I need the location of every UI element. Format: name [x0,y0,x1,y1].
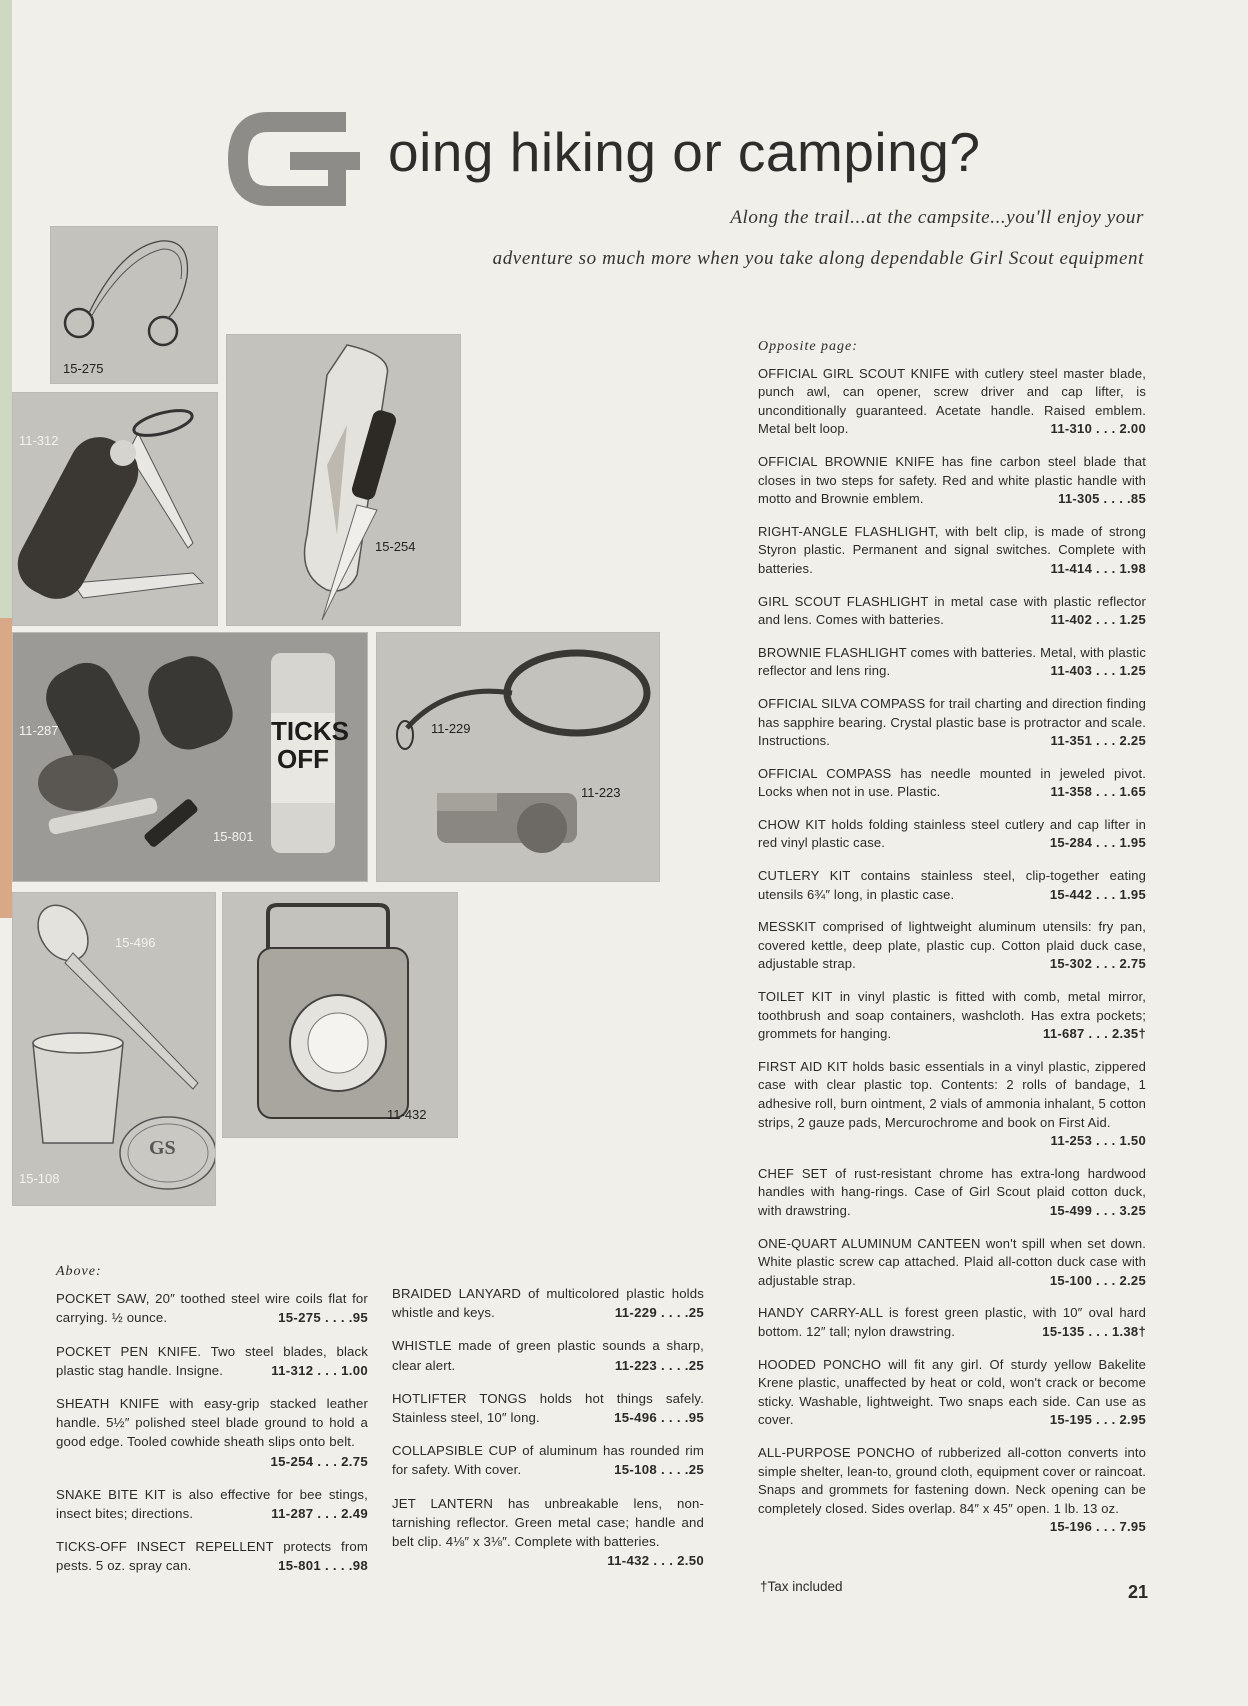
photo-jet-lantern [222,892,458,1138]
product-description: is forest green plastic, with 10″ oval hard bottom. 12″ tall; nylon drawstring. [758,1305,1146,1339]
product-price: 15-801 . . . .98 [278,1558,368,1574]
tongs-cup-illustration [13,893,215,1205]
above-right-column [392,1284,704,1584]
product-description: comprised of lightweight aluminum utensils: fry pan, covered kettle, deep plate, plastic cup. Cotton plaid duck case, adjustable strap. [758,919,1146,972]
product-entry [758,988,1146,1044]
product-entry [758,1058,1146,1151]
product-code: 15-108 [19,1171,60,1186]
lanyard-whistle-illustration [377,633,659,881]
product-name: WHISTLE [392,1338,452,1354]
product-entry [758,644,1146,681]
page-edge-strip [0,0,12,620]
product-name: CUTLERY KIT [758,868,851,884]
product-entry [392,1389,704,1427]
product-entry [56,1537,368,1575]
product-name: CHOW KIT [758,816,826,832]
product-price: 11-351 . . . 2.25 [1050,733,1146,749]
product-name: TICKS-OFF INSECT REPELLENT [56,1539,274,1555]
product-price: 15-499 . . . 3.25 [1049,1202,1146,1218]
product-description: for trail charting and direction finding has sapphire bearing. Crystal plastic base is protractor and scale. Instructions. [758,695,1147,749]
product-entry [758,1444,1146,1537]
can-label-line: TICKS [271,716,349,746]
product-name: GIRL SCOUT FLASHLIGHT [758,593,929,609]
product-price: 15-254 . . . 2.75 [270,1453,368,1469]
product-price: 11-312 . . . 1.00 [271,1362,368,1378]
product-description: in vinyl plastic is fitted with comb, metal mirror, toothbrush and soap containers, washcloth. Has extra pockets; grommets for hanging. [758,989,1146,1042]
product-description: 20″ toothed steel wire coils flat for carrying. ½ ounce. [56,1291,368,1326]
product-price: 15-284 . . . 1.95 [1049,835,1146,851]
product-price: 11-223 . . . .25 [614,1357,704,1373]
product-code: 15-801 [213,829,254,844]
product-entry [392,1284,704,1322]
product-code: 11-312 [19,433,59,448]
product-entry [758,816,1146,853]
product-price: 15-496 . . . .95 [614,1410,704,1426]
product-name: HOTLIFTER TONGS [392,1390,527,1406]
product-description: Two steel blades, black plastic stag handle. Insigne. [56,1343,369,1378]
title-initial-text: G [228,112,229,113]
product-name: POCKET SAW, [56,1291,150,1307]
product-price: 15-196 . . . 7.95 [1049,1519,1146,1535]
product-price: 15-108 . . . .25 [614,1462,704,1478]
product-name: HANDY CARRY-ALL [758,1305,883,1321]
product-entry [392,1441,704,1479]
gs-badge-text: GS [149,1137,176,1159]
product-name: POCKET PEN KNIFE. [56,1343,202,1359]
product-code: 15-496 [115,935,156,950]
section-heading: Above: [56,1264,102,1279]
product-description: won't spill when set down. White plastic screw cap attached. Plaid all-cotton duck case with adjustable strap. [758,1235,1146,1288]
product-entry [56,1485,368,1523]
product-price: 15-100 . . . 2.25 [1049,1272,1146,1288]
product-name: OFFICIAL GIRL SCOUT KNIFE [758,365,950,381]
pocket-knife-illustration [13,393,217,625]
product-entry [758,867,1146,904]
product-name: SNAKE BITE KIT [56,1486,166,1502]
product-entry [758,365,1146,439]
product-name: BROWNIE FLASHLIGHT [758,644,907,660]
product-price: 11-402 . . . 1.25 [1050,612,1146,628]
product-name: ONE-QUART ALUMINUM CANTEEN [758,1235,981,1251]
product-price: 11-229 . . . .25 [614,1305,704,1321]
product-description: of rust-resistant chrome has extra-long hardwood handles with hang-rings. Case of Girl Scout plaid cotton duck, with drawstring. [758,1165,1146,1218]
product-name: RIGHT-ANGLE FLASHLIGHT, [758,523,939,539]
subtitle-line-1: Along the trail...at the campsite...you'll enjoy your [730,207,1144,228]
product-entry [758,765,1146,802]
photo-tongs-cup [12,892,216,1206]
product-price: 11-310 . . . 2.00 [1050,421,1146,437]
photo-sheath-knife [226,334,461,626]
photo-snake-bite-kit [12,632,368,882]
product-description: of rubberized all-cotton converts into simple shelter, lean-to, ground cloth, equipment cover or raincoat. Snaps and grommets for fastening down. Neck opening can be completely closed. Sides overlap. 84″ x 45″ open. 1 lb. 13 oz. [758,1444,1147,1516]
product-entry [56,1394,368,1471]
product-entry [392,1336,704,1374]
product-description: holds folding stainless steel cutlery and cap lifter in red vinyl plastic case. [758,816,1147,851]
product-price: 11-432 . . . 2.50 [607,1553,704,1569]
product-entry [758,695,1146,751]
product-name: ALL-PURPOSE PONCHO [758,1444,915,1460]
product-description: contains stainless steel, clip-together eating utensils 6¾″ long, in plastic case. [758,868,1147,902]
product-description: will fit any girl. Of sturdy yellow Bakelite Krene plastic, unaffected by heat or cold, won't crack or become sticky. Washable, lightweight. Two snaps each side. Can use as cover. [758,1356,1146,1428]
product-name: TOILET KIT [758,989,833,1005]
product-code: 11-229 [431,721,471,736]
opposite-page-column [758,338,1146,1551]
product-entry [758,1356,1146,1430]
product-name: OFFICIAL SILVA COMPASS [758,695,926,711]
product-price: 11-414 . . . 1.98 [1050,560,1146,576]
product-name: BRAIDED LANYARD [392,1286,522,1301]
product-description: has fine carbon steel blade that closes in two steps for safety. Red and white plastic handle with motto and Brownie emblem. [758,453,1147,507]
product-description: in metal case with plastic reflector and lens. Comes with batteries. [758,593,1146,628]
pocket-saw-illustration [51,227,217,383]
page-number: 21 [1128,1582,1149,1602]
product-entry [392,1494,704,1571]
product-description: has unbreakable lens, non-tarnishing reflector. Green metal case; handle and belt clip. 4⅛″ x 3⅛″. Complete with batteries. [392,1495,704,1550]
product-code: 11-432 [387,1107,427,1122]
product-price: 15-195 . . . 2.95 [1049,1412,1146,1428]
ticks-off-can-label [271,716,349,774]
product-price: 15-135 . . . 1.38† [1042,1323,1146,1339]
product-description: with belt clip, is made of strong Styron plastic. Permanent and signal switches. Complete with batteries. [758,523,1146,576]
product-name: CHEF SET [758,1165,828,1181]
above-left-column [56,1262,368,1590]
product-name: HOODED PONCHO [758,1356,882,1372]
product-price: 11-253 . . . 1.50 [1050,1133,1146,1149]
product-entry [758,918,1146,974]
product-description: with cutlery steel master blade, punch awl, can opener, screw driver and cap lifter, is unconditionally guaranteed. Acetate handle. Raised emblem. Metal belt loop. [758,365,1146,437]
product-entry [758,453,1146,509]
title-initial-g [228,112,388,207]
photo-lanyard-whistle [376,632,660,882]
product-description: made of green plastic sounds a sharp, clear alert. [392,1338,704,1373]
product-description: holds basic essentials in a vinyl plastic, zippered case with clear plastic top. Contents: 2 rolls of bandage, 1 adhesive roll, burn ointment, 2 vials of ammonia inhalant, 5 cotton strips, 2 gauze pads, Mercurochrome and book on First Aid. [758,1058,1146,1130]
product-description: is also effective for bee stings, insect bites; directions. [56,1486,368,1522]
product-code: 11-287 [19,723,59,738]
product-price: 11-305 . . . .85 [1058,491,1146,507]
product-entry [758,1235,1146,1291]
product-code: 11-223 [581,785,621,800]
product-name: JET LANTERN [392,1495,494,1511]
can-label-line: OFF [277,744,329,774]
photo-pocket-saw [50,226,218,384]
product-name: OFFICIAL COMPASS [758,765,892,781]
product-description: comes with batteries. Metal, with plastic reflector and lens ring. [758,644,1146,679]
product-description: protects from pests. 5 oz. spray can. [56,1539,368,1574]
product-code: 15-275 [63,361,104,376]
tax-footnote: †Tax included [760,1579,843,1594]
title-text: oing hiking or camping? [388,121,981,183]
product-name: SHEATH KNIFE [56,1396,160,1412]
product-entry [758,523,1146,579]
product-price: 11-358 . . . 1.65 [1050,784,1146,800]
product-entry [758,1304,1146,1341]
page-edge-strip [0,618,12,918]
product-price: 11-287 . . . 2.49 [271,1506,368,1522]
sheath-knife-illustration [227,335,460,625]
product-description: holds hot things safely. Stainless steel, 10″ long. [392,1390,705,1426]
product-price: 15-302 . . . 2.75 [1049,956,1146,972]
product-name: FIRST AID KIT [758,1058,848,1074]
product-description: of aluminum has rounded rim for safety. With cover. [392,1443,704,1478]
section-heading: Opposite page: [758,339,858,354]
product-description: has needle mounted in jeweled pivot. Locks when not in use. Plastic. [758,765,1146,800]
product-entry [758,1165,1146,1221]
subtitle-line-2: adventure so much more when you take along dependable Girl Scout equipment [492,248,1144,269]
product-entry [56,1289,368,1327]
product-name: COLLAPSIBLE CUP [392,1443,517,1459]
jet-lantern-illustration [223,893,457,1137]
product-name: MESSKIT [758,919,816,935]
product-price: 15-442 . . . 1.95 [1049,886,1146,902]
product-code: 15-254 [375,539,416,554]
product-price: 11-403 . . . 1.25 [1050,663,1146,679]
product-entry [758,593,1146,630]
product-price: 15-275 . . . .95 [278,1310,368,1326]
product-description: of multicolored plastic holds whistle and keys. [392,1286,704,1321]
product-name: OFFICIAL BROWNIE KNIFE [758,453,935,469]
photo-pocket-knife [12,392,218,626]
product-price: 11-687 . . . 2.35† [1043,1026,1146,1042]
product-description: with easy-grip stacked leather handle. 5½″ polished steel blade ground to hold a good edge. Tooled cowhide sheath slips onto belt. [56,1396,368,1450]
product-entry [56,1342,368,1380]
